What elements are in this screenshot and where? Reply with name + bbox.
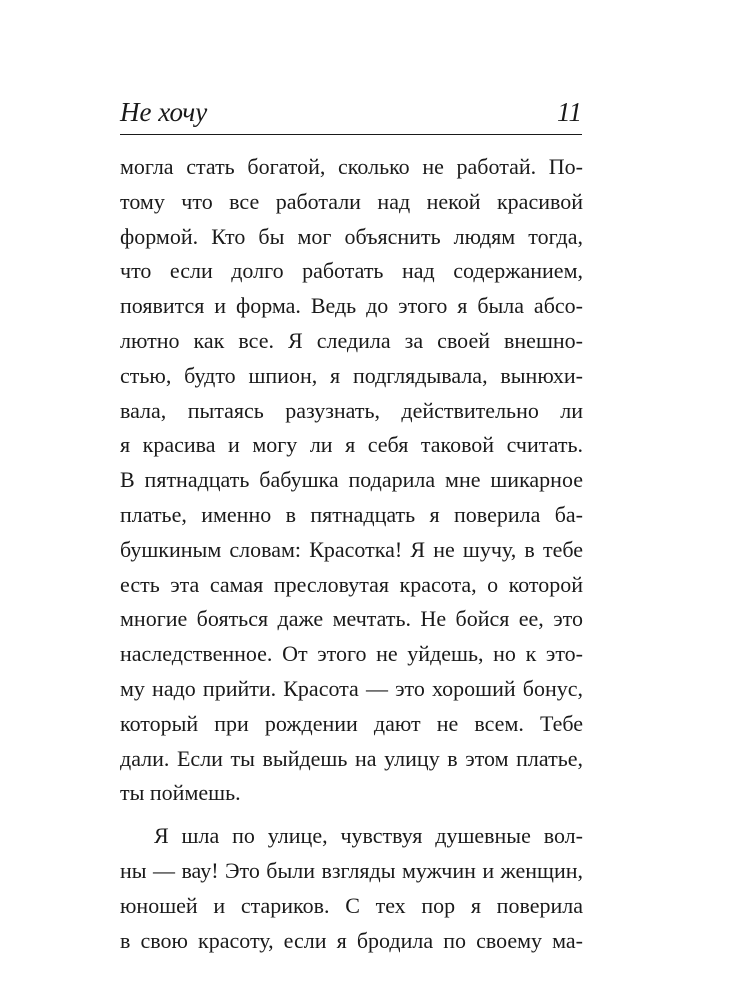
text-line: стью, будто шпион, я подглядывала, вынюхи-: [120, 362, 583, 388]
text-line: платье, именно в пятнадцать я поверила ба-: [120, 501, 583, 527]
text-line: вала, пытаясь разузнать, действительно ли: [120, 397, 583, 423]
text-line: наследственное. От этого не уйдешь, но к это-: [120, 641, 583, 667]
text-line: который при рождении дают не всем. Тебе: [120, 710, 583, 736]
page-number: 11: [557, 97, 582, 127]
running-head: [120, 94, 582, 130]
text-line: что если долго работать над содержанием,: [120, 258, 583, 284]
text-line: есть эта самая пресловутая красота, о которой: [120, 571, 583, 597]
text-line: В пятнадцать бабушка подарила мне шикарное: [120, 467, 583, 493]
text-line: дали. Если ты выйдешь на улицу в этом платье,: [120, 745, 583, 771]
text-line: могла стать богатой, сколько не работай. По-: [120, 154, 583, 179]
text-line: ны — вау! Это были взгляды мужчин и женщин,: [120, 857, 583, 883]
text-line: лютно как все. Я следила за своей внешно-: [120, 327, 583, 353]
text-line: в свою красоту, если я бродила по своему ма-: [120, 927, 583, 953]
text-line: появится и форма. Ведь до этого я была абсо-: [120, 293, 583, 319]
text-line: юношей и стариков. С тех пор я поверила: [120, 892, 583, 918]
paragraph-2: [120, 819, 583, 958]
text-line: многие бояться даже мечтать. Не бойся ее, это: [120, 606, 583, 632]
body-text: [120, 150, 583, 958]
paragraph-1: [120, 150, 583, 811]
text-line: бушкиным словам: Красотка! Я не шучу, в тебе: [120, 536, 583, 562]
paragraph-gap: [120, 811, 583, 819]
text-line: ты поймешь.: [120, 780, 241, 806]
text-line: тому что все работали над некой красивой: [120, 188, 583, 214]
text-line: я красива и могу ли я себя таковой считать.: [120, 432, 583, 458]
header-rule: [120, 134, 582, 135]
text-line: формой. Кто бы мог объяснить людям тогда,: [120, 223, 583, 249]
text-line: му надо прийти. Красота — это хороший бонус,: [120, 675, 583, 701]
running-title: Не хочу: [120, 97, 208, 127]
text-line: Я шла по улице, чувствуя душевные вол-: [154, 823, 583, 849]
